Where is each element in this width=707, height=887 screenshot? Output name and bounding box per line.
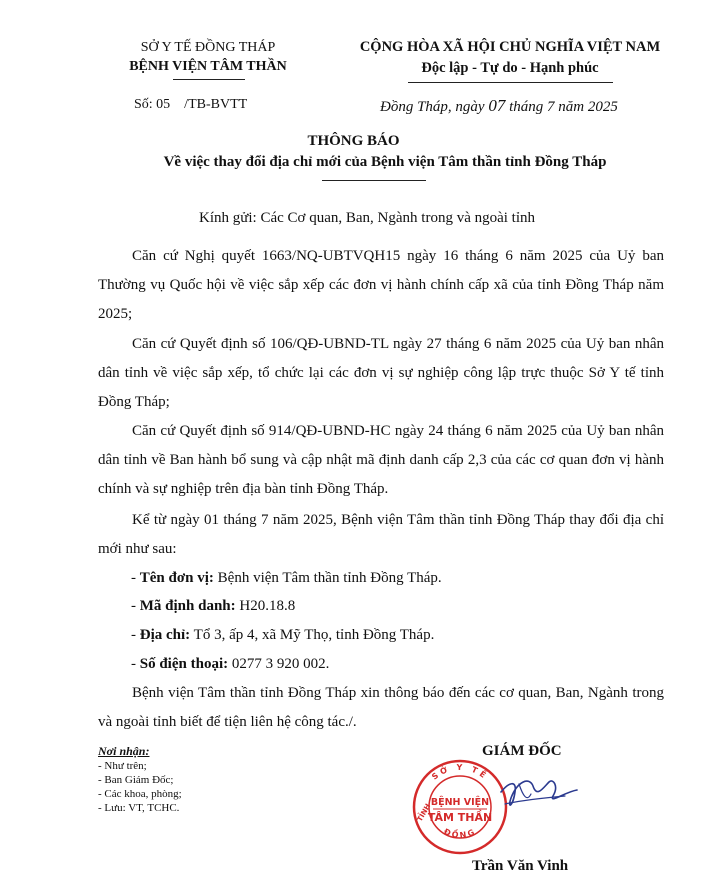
closing-paragraph-text: Bệnh viện Tâm thần tỉnh Đồng Tháp xin thông báo đến các cơ quan, Ban, Ngành trong và ngoài tỉnh biết để tiện liên hệ công tác./.: [98, 685, 664, 730]
svg-text:ĐỒNG: [442, 827, 477, 840]
detail-identifier: - Mã định danh: H20.18.8: [131, 598, 296, 614]
detail-label: Địa chỉ:: [139, 627, 191, 643]
republic-name: CỘNG HÒA XÃ HỘI CHỦ NGHĨA VIỆT NAM: [359, 39, 661, 55]
seal-left-text: TỈNH: [415, 802, 433, 823]
detail-address: - Địa chỉ: Tổ 3, ấp 4, xã Mỹ Thọ, tỉnh Đồng Tháp.: [131, 627, 435, 643]
header-right: [335, 38, 685, 79]
document-number: Số: 05 /TB-BVTT: [134, 97, 248, 112]
greeting: Kính gửi: Các Cơ quan, Ban, Ngành trong và ngoài tỉnh: [199, 210, 536, 226]
official-seal-and-signature: [405, 752, 585, 862]
recipient-item: - Ban Giám Đốc;: [98, 774, 174, 786]
detail-value: 0277 3 920 002.: [228, 656, 330, 672]
paragraph-1: [98, 242, 664, 329]
place-date-suffix: tháng 7 năm 2025: [505, 99, 618, 115]
place-date-day: 07: [488, 96, 506, 115]
place-date: [380, 96, 618, 116]
subject-underline: [322, 180, 426, 181]
paragraph-4-text: Kể từ ngày 01 tháng 7 năm 2025, Bệnh viện Tâm thần tỉnh Đồng Tháp thay đổi địa chỉ mới như sau:: [98, 512, 664, 557]
document-heading: THÔNG BÁO: [307, 133, 400, 149]
recipients-block: [98, 744, 182, 815]
seal-line2: TÂM THẦN: [427, 811, 493, 824]
signer-position: GIÁM ĐỐC: [482, 743, 562, 759]
document-subject: Về việc thay đổi địa chỉ mới của Bệnh viện Tâm thần tỉnh Đồng Tháp: [163, 154, 607, 170]
closing-paragraph: [98, 679, 664, 737]
hospital-name: BỆNH VIỆN TÂM THẦN: [129, 59, 287, 74]
detail-value: Bệnh viện Tâm thần tỉnh Đồng Tháp.: [213, 570, 442, 586]
paragraph-3: [98, 417, 664, 504]
paragraph-1-text: Căn cứ Nghị quyết 1663/NQ-UBTVQH15 ngày 16 tháng 6 năm 2025 của Uỷ ban Thường vụ Quốc hội về việc sắp xếp các đơn vị hành chính cấp xã của tỉnh Đồng Tháp năm 2025;: [98, 248, 664, 322]
handwritten-signature: [501, 781, 577, 805]
ministry-name: SỞ Y TẾ ĐỒNG THÁP: [140, 40, 276, 55]
detail-value: Tổ 3, ấp 4, xã Mỹ Thọ, tỉnh Đồng Tháp.: [190, 627, 435, 643]
recipients-title: Nơi nhận:: [98, 744, 150, 758]
header-left: [98, 38, 318, 76]
recipient-item: - Lưu: VT, TCHC.: [98, 802, 180, 814]
paragraph-3-text: Căn cứ Quyết định số 914/QĐ-UBND-HC ngày 24 tháng 6 năm 2025 của Uỷ ban nhân dân tỉnh về Ban hành bổ sung và cập nhật mã định danh cấp 2,3 của các cơ quan đơn vị hành chính và sự nghiệp trên địa bàn tỉnh Đồng Tháp.: [98, 423, 664, 497]
seal-bottom-text: ĐỒNG: [442, 826, 478, 840]
paragraph-2: [98, 330, 664, 417]
detail-label: Tên đơn vị:: [139, 570, 214, 586]
signer-name: Trần Văn Vinh: [472, 858, 569, 874]
detail-label: Mã định danh:: [139, 598, 236, 614]
detail-label: Số điện thoại:: [139, 656, 229, 672]
paragraph-4: [98, 506, 664, 564]
seal-line1: BỆNH VIỆN: [430, 797, 490, 808]
detail-value: H20.18.8: [235, 598, 296, 614]
national-motto: Độc lập - Tự do - Hạnh phúc: [421, 60, 599, 76]
detail-phone: - Số điện thoại: 0277 3 920 002.: [131, 656, 330, 672]
place-date-prefix: Đồng Tháp, ngày: [380, 99, 489, 115]
detail-unit-name: - Tên đơn vị: Bệnh viện Tâm thần tỉnh Đồng Tháp.: [131, 570, 442, 586]
recipient-item: - Như trên;: [98, 760, 147, 772]
seal-icon: [414, 761, 506, 853]
recipient-item: - Các khoa, phòng;: [98, 788, 182, 800]
hospital-underline: [173, 79, 245, 80]
seal-top-text: SỞ Y TẾ: [430, 762, 490, 782]
motto-underline: [408, 82, 613, 83]
paragraph-2-text: Căn cứ Quyết định số 106/QĐ-UBND-TL ngày 27 tháng 6 năm 2025 của Uỷ ban nhân dân tỉnh về việc sắp xếp, tổ chức lại các đơn vị sự nghiệp công lập trực thuộc Sở Y tế tỉnh Đồng Tháp;: [98, 336, 664, 410]
